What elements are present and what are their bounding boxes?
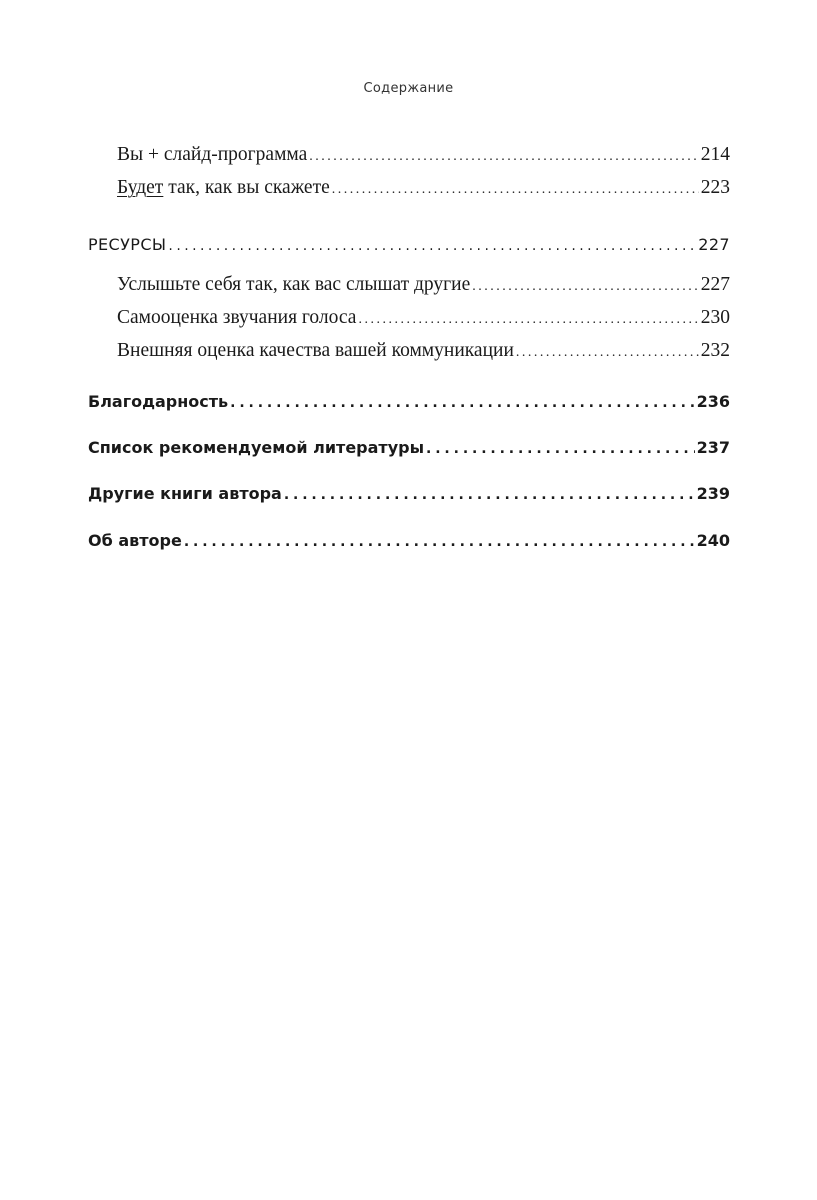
dot-leader bbox=[332, 182, 699, 198]
toc-entry-title: Услышьте себя так, как вас слышат другие bbox=[117, 274, 471, 295]
toc-section-title: Другие книги автора bbox=[88, 484, 282, 503]
toc-section-title: Список рекомендуемой литературы bbox=[88, 438, 425, 457]
toc-entry-title: Вы + слайд-программа bbox=[117, 144, 308, 165]
dot-leader bbox=[168, 238, 696, 254]
toc-entry-page: 232 bbox=[700, 340, 730, 361]
toc-section-title: Об авторе bbox=[88, 531, 182, 550]
dot-leader bbox=[184, 534, 695, 550]
dot-leader bbox=[230, 395, 694, 411]
dot-leader bbox=[426, 441, 695, 457]
toc-section[interactable] bbox=[88, 531, 730, 550]
toc-entry-title: Самооценка звучания голоса bbox=[117, 307, 357, 328]
toc-entry-page: 230 bbox=[700, 307, 730, 328]
toc-section[interactable] bbox=[88, 392, 730, 411]
toc-section[interactable] bbox=[88, 438, 730, 457]
toc-section-page: 239 bbox=[696, 484, 730, 503]
dot-leader bbox=[516, 345, 699, 361]
toc-entry[interactable] bbox=[117, 177, 730, 199]
toc-entry[interactable] bbox=[117, 307, 730, 329]
toc-section[interactable] bbox=[88, 484, 730, 503]
underlined-word: Будет bbox=[117, 177, 164, 198]
toc-entry-page: 214 bbox=[700, 144, 730, 165]
dot-leader bbox=[309, 149, 698, 165]
toc-entry-title bbox=[117, 177, 330, 199]
toc-section-page: 240 bbox=[696, 531, 730, 550]
toc-section-page: 237 bbox=[696, 438, 730, 457]
toc-section-page: 227 bbox=[698, 235, 730, 254]
dot-leader bbox=[358, 312, 698, 328]
toc-entry[interactable] bbox=[117, 144, 730, 166]
running-head: Содержание bbox=[363, 81, 454, 96]
toc-entry[interactable] bbox=[117, 274, 730, 296]
dot-leader bbox=[472, 279, 698, 295]
toc-entry-title: Внешняя оценка качества вашей коммуникации bbox=[117, 340, 514, 361]
toc-entry-page: 227 bbox=[700, 274, 730, 295]
toc-entry[interactable] bbox=[117, 340, 730, 362]
toc-section[interactable] bbox=[88, 235, 730, 254]
toc-entry-title-rest: так, как вы скажете bbox=[163, 177, 330, 198]
toc-section-page: 236 bbox=[696, 392, 730, 411]
dot-leader bbox=[284, 487, 695, 503]
toc-entry-page: 223 bbox=[700, 177, 730, 198]
toc-section-title: РЕСУРСЫ bbox=[88, 235, 167, 254]
toc-section-title: Благодарность bbox=[88, 392, 229, 411]
